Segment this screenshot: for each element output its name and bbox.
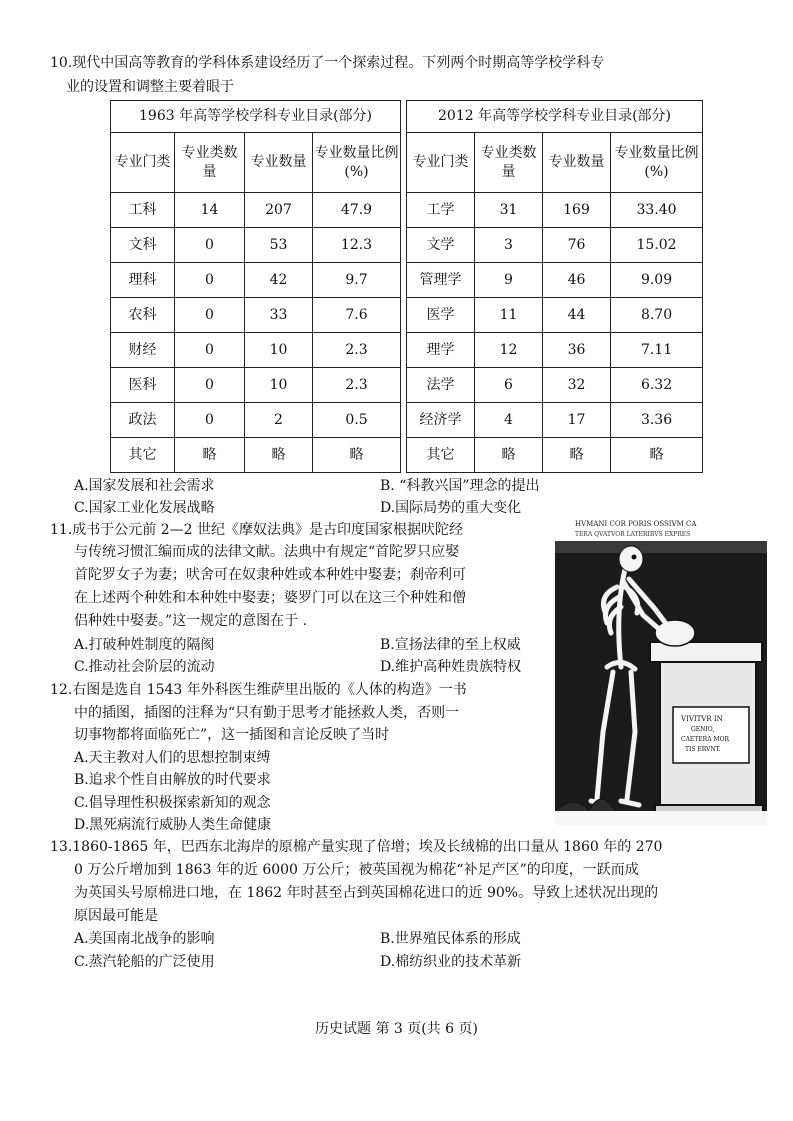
q11-option-a: A.打破种姓制度的隔阂: [74, 637, 215, 653]
q13-line1: 13.1860-1865 年，巴西东北海岸的原棉产量实现了倍增；埃及长绒棉的出口量从 1860 年的 270: [50, 839, 663, 855]
table-cell: 略: [313, 438, 401, 473]
table-cell: 6: [475, 368, 543, 403]
table-cell: 0: [175, 333, 245, 368]
header-cell: 专业数量比例(%): [313, 133, 401, 193]
table-row: [111, 438, 703, 473]
q11-line4: 在上述两个种姓和本种姓中娶妻；婆罗门可以在这三个种姓和僧: [74, 590, 466, 606]
q12-option-d: D.黑死病流行威胁人类生命健康: [74, 817, 272, 833]
table-cell: 9.7: [313, 263, 401, 298]
table-cell: 8.70: [611, 298, 703, 333]
table-cell: 略: [245, 438, 313, 473]
table-cell: 12: [475, 333, 543, 368]
table-cell: 2.3: [313, 368, 401, 403]
page-footer: 历史试题 第 3 页(共 6 页): [315, 1021, 478, 1037]
table-cell: 76: [543, 228, 611, 263]
table-cell: 理科: [111, 263, 175, 298]
table-cell: 10: [245, 333, 313, 368]
figure-caption-2: TERA QVATVOR LATERIBVS EXPRES: [575, 531, 691, 538]
table-body: [111, 193, 703, 473]
q12-number: 12.: [50, 682, 73, 698]
q12-line2: 中的插图，插图的注释为“只有勤于思考才能拯救人类，否则一: [74, 705, 460, 721]
table-cell: 207: [245, 193, 313, 228]
table-cell: 略: [475, 438, 543, 473]
table-cell: 7.6: [313, 298, 401, 333]
table-cell: 17: [543, 403, 611, 438]
q10-stem-line1: 10.现代中国高等教育的学科体系建设经历了一个探索过程。下列两个时期高等学校学科专: [50, 55, 605, 71]
table-row: [111, 263, 703, 298]
q12-line3: 切事物都将面临死亡”，这一插图和言论反映了当时: [74, 727, 390, 743]
q13-option-a: A.美国南北战争的影响: [74, 931, 215, 947]
pedestal-text-2: GENIO,: [691, 726, 715, 733]
table-cell: 44: [543, 298, 611, 333]
q13-option-b: B.世界殖民体系的形成: [380, 931, 521, 947]
table-cell: 文学: [407, 228, 475, 263]
table-row: [111, 368, 703, 403]
table-cell: 经济学: [407, 403, 475, 438]
q13-line4: 原因最可能是: [74, 908, 158, 924]
table-cell: 33: [245, 298, 313, 333]
table-cell: 33.40: [611, 193, 703, 228]
q13-line3: 为英国头号原棉进口地，在 1862 年时甚至占到英国棉花进口的近 90%。导致上述状况出现的: [74, 885, 659, 901]
table-cell: 其它: [407, 438, 475, 473]
table-cell: 3: [475, 228, 543, 263]
table-cell: 工学: [407, 193, 475, 228]
table-cell: 15.02: [611, 228, 703, 263]
table-cell: 理学: [407, 333, 475, 368]
table-cell: 0: [175, 368, 245, 403]
q11-line2: 与传统习惯汇编而成的法律文献。法典中有规定“首陀罗只应娶: [74, 544, 460, 560]
q11-line3: 首陀罗女子为妻；吠舍可在奴隶种姓或本种姓中娶妻；刹帝利可: [74, 567, 466, 583]
q13-line2: 0 万公斤增加到 1863 年的近 6000 万公斤；被英国视为棉花“补足产区”的印度，一跃而成: [74, 862, 639, 878]
table-cell: 6.32: [611, 368, 703, 403]
q12-option-c: C.倡导理性积极探索新知的观念: [74, 795, 271, 811]
q10-stem-line2: 业的设置和调整主要着眼于: [66, 79, 234, 95]
table-cell: 46: [543, 263, 611, 298]
q13-option-c: C.蒸汽轮船的广泛使用: [74, 954, 215, 970]
table-cell: 10: [245, 368, 313, 403]
header-cell: 专业门类: [111, 133, 175, 193]
pedestal-text-4: TIS ERVNT.: [685, 746, 721, 753]
table-cell: 其它: [111, 438, 175, 473]
table-cell: 53: [245, 228, 313, 263]
table-cell: 略: [543, 438, 611, 473]
table-cell: 医科: [111, 368, 175, 403]
table-cell: 2: [245, 403, 313, 438]
table-cell: 0: [175, 228, 245, 263]
table-cell: 政法: [111, 403, 175, 438]
q13-number: 13.: [50, 839, 73, 855]
q11-option-c: C.推动社会阶层的流动: [74, 659, 215, 675]
left-table-title: 1963 年高等学校学科专业目录(部分): [111, 101, 401, 133]
table-cell: 略: [611, 438, 703, 473]
table-cell: 0.5: [313, 403, 401, 438]
q10-option-c: C.国家工业化发展战略: [74, 500, 215, 516]
table-cell: 3.36: [611, 403, 703, 438]
q12-option-a: A.天主教对人们的思想控制束缚: [74, 750, 271, 766]
q11-option-d: D.维护高种姓贵族特权: [380, 659, 522, 675]
header-cell: 专业类数量: [475, 133, 543, 193]
table-cell: 14: [175, 193, 245, 228]
pedestal-text-3: CAETERA MOR: [681, 736, 730, 743]
table-cell: 7.11: [611, 333, 703, 368]
table-cell: 0: [175, 298, 245, 333]
q11-line1: 11.成书于公元前 2—2 世纪《摩奴法典》是古印度国家根据吠陀经: [50, 522, 463, 538]
q12-option-b: B.追求个性自由解放的时代要求: [74, 772, 271, 788]
header-cell: 专业数量: [245, 133, 313, 193]
table-cell: 47.9: [313, 193, 401, 228]
skeleton-figure-svg: [555, 517, 767, 825]
table-cell: 0: [175, 263, 245, 298]
table-cell: 法学: [407, 368, 475, 403]
table-cell: 31: [475, 193, 543, 228]
q11-number: 11.: [50, 522, 73, 538]
q11-option-b: B.宣扬法律的至上权威: [380, 637, 521, 653]
table-row: [111, 333, 703, 368]
table-cell: 2.3: [313, 333, 401, 368]
table-cell: 0: [175, 403, 245, 438]
q13-option-d: D.棉纺织业的技术革新: [380, 954, 522, 970]
table-cell: 财经: [111, 333, 175, 368]
table-cell: 文科: [111, 228, 175, 263]
right-table-title: 2012 年高等学校学科专业目录(部分): [407, 101, 703, 133]
table-cell: 农科: [111, 298, 175, 333]
q10-option-d: D.国际局势的重大变化: [380, 500, 522, 516]
table-cell: 169: [543, 193, 611, 228]
header-cell: 专业数量: [543, 133, 611, 193]
table-cell: 医学: [407, 298, 475, 333]
q10-option-a: A.国家发展和社会需求: [74, 478, 215, 494]
q10-table: [110, 100, 703, 473]
table-cell: 36: [543, 333, 611, 368]
pedestal-text-1: VIVITVR IN: [681, 715, 723, 723]
table-row: [111, 228, 703, 263]
q12-line1: 12.右图是选自 1543 年外科医生维萨里出版的《人体的构造》一书: [50, 682, 467, 698]
table-cell: 32: [543, 368, 611, 403]
table-cell: 11: [475, 298, 543, 333]
vesalius-skeleton-illustration: [555, 517, 767, 825]
q11-line5: 侣种姓中娶妻。”这一规定的意图在于 .: [74, 613, 308, 629]
q10-number: 10.: [50, 55, 73, 71]
header-cell: 专业数量比例(%): [611, 133, 703, 193]
q10-option-b: B. “科教兴国”理念的提出: [380, 478, 540, 494]
figure-caption-1: HVMANI COR PORIS OSSIVM CA: [575, 520, 697, 528]
table-cell: 工科: [111, 193, 175, 228]
table-cell: 9: [475, 263, 543, 298]
table-row: [111, 193, 703, 228]
table-cell: 12.3: [313, 228, 401, 263]
table-cell: 9.09: [611, 263, 703, 298]
table-cell: 管理学: [407, 263, 475, 298]
table-cell: 42: [245, 263, 313, 298]
table-row: [111, 298, 703, 333]
header-cell: 专业门类: [407, 133, 475, 193]
table-row: [111, 403, 703, 438]
table-cell: 4: [475, 403, 543, 438]
table-cell: 略: [175, 438, 245, 473]
header-cell: 专业类数量: [175, 133, 245, 193]
